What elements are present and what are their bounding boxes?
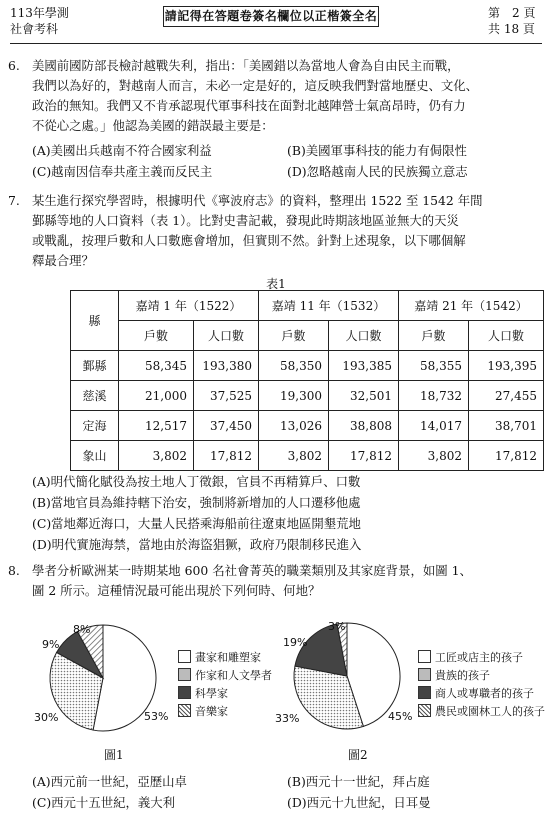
pie2-pct-peasants: 3% xyxy=(328,620,346,633)
option-b[interactable]: (B)西元十一世紀，拜占庭 xyxy=(287,774,430,789)
question-stem xyxy=(32,56,542,136)
option-a[interactable]: (A)西元前一世紀，亞歷山卓 xyxy=(32,774,187,789)
signature-banner: 請記得在答題卷簽名欄位以正楷簽全名 xyxy=(163,6,379,27)
table-cell: 17,812 xyxy=(329,441,399,471)
legend-swatch-dark xyxy=(418,686,431,699)
table-cell: 193,380 xyxy=(194,351,259,381)
option-c[interactable]: (C)西元十五世紀，義大利 xyxy=(32,795,176,810)
households-header: 戶數 xyxy=(259,321,329,351)
option-d[interactable]: (D)明代實施海禁，當地由於海盜猖獗，政府乃限制移民進入 xyxy=(32,537,362,552)
table-cell: 38,701 xyxy=(469,411,544,441)
table-cell: 12,517 xyxy=(119,411,194,441)
question-number: 6. xyxy=(8,58,20,73)
option-c[interactable]: (C)越南因信奉共產主義而反民主 xyxy=(32,164,213,179)
legend-item: 工匠或店主的孩子 xyxy=(418,650,523,665)
option-d[interactable]: (D)西元十九世紀，日耳曼 xyxy=(287,795,431,810)
county-cell: 象山 xyxy=(71,441,119,471)
table-cell: 58,355 xyxy=(399,351,469,381)
legend-swatch-white xyxy=(178,650,191,663)
pie1-pct-writers: 30% xyxy=(34,711,59,724)
legend-swatch-striped xyxy=(178,704,191,717)
table-cell: 3,802 xyxy=(119,441,194,471)
table-cell: 27,455 xyxy=(469,381,544,411)
table-cell: 19,300 xyxy=(259,381,329,411)
pie-chart-2 xyxy=(294,623,400,729)
stem-line: 美國前國防部長檢討越戰失利，指出：「美國錯以為當地人會為自由民主而戰， xyxy=(32,58,460,73)
legend-item: 貴族的孩子 xyxy=(418,668,490,683)
table-cell: 58,345 xyxy=(119,351,194,381)
header-rule xyxy=(10,43,542,44)
table-cell: 14,017 xyxy=(399,411,469,441)
county-cell: 慈溪 xyxy=(71,381,119,411)
pie-chart-1 xyxy=(50,625,156,731)
table-cell: 38,808 xyxy=(329,411,399,441)
period-header: 嘉靖 1 年（1522） xyxy=(119,291,259,321)
option-a[interactable]: (A)美國出兵越南不符合國家利益 xyxy=(32,143,212,158)
stem-line: 學者分析歐洲某一時期某地 600 名社會菁英的職業類別及其家庭背景，如圖 1、 xyxy=(32,563,472,578)
total-pages: 共 18 頁 xyxy=(488,22,535,36)
pie2-pct-nobles: 33% xyxy=(275,712,300,725)
table-row xyxy=(71,411,544,441)
stem-line: 鄞縣等地的人口資料（表 1）。比對史書記載，發現此時期該地區並無大的天災 xyxy=(32,213,459,228)
legend-item: 農民或園林工人的孩子 xyxy=(418,704,545,719)
table-cell: 17,812 xyxy=(194,441,259,471)
table-cell: 13,026 xyxy=(259,411,329,441)
option-c[interactable]: (C)當地鄰近海口，大量人民搭乘海船前往遼東地區開墾荒地 xyxy=(32,516,361,531)
table-row xyxy=(71,441,544,471)
question-number: 7. xyxy=(8,193,20,208)
table-corner: 縣 xyxy=(71,291,119,351)
legend-item: 商人或專職者的孩子 xyxy=(418,686,534,701)
stem-line: 某生進行探究學習時，根據明代《寧波府志》的資料，整理出 1522 至 1542 年間 xyxy=(32,193,483,208)
legend-item: 科學家 xyxy=(178,686,228,701)
legend-swatch-white xyxy=(418,650,431,663)
option-a[interactable]: (A)明代簡化賦役為按土地人丁徵銀，官員不再精算戶、口數 xyxy=(32,474,361,489)
option-b[interactable]: (B)當地官員為維持轄下治安，強制將新增加的人口遷移他處 xyxy=(32,495,361,510)
table-cell: 37,450 xyxy=(194,411,259,441)
table-cell: 193,385 xyxy=(329,351,399,381)
stem-line: 釋最合理？ xyxy=(32,253,94,268)
legend-item: 音樂家 xyxy=(178,704,228,719)
legend-swatch-dotted xyxy=(418,668,431,681)
stem-line: 圖 2 所示。這種情況最可能出現於下列何時、何地？ xyxy=(32,583,321,598)
pie2-pct-merchants: 19% xyxy=(283,636,308,649)
table-cell: 37,525 xyxy=(194,381,259,411)
table-cell: 3,802 xyxy=(399,441,469,471)
period-header: 嘉靖 11 年（1532） xyxy=(259,291,399,321)
subject-name: 社會考科 xyxy=(10,22,59,36)
exam-year: 113年學測 xyxy=(10,6,69,20)
population-header: 人口數 xyxy=(194,321,259,351)
option-b[interactable]: (B)美國軍事科技的能力有侷限性 xyxy=(287,143,467,158)
population-header: 人口數 xyxy=(329,321,399,351)
legend-swatch-dotted xyxy=(178,668,191,681)
period-header: 嘉靖 21 年（1542） xyxy=(399,291,544,321)
option-d[interactable]: (D)忽略越南人民的民族獨立意志 xyxy=(287,164,468,179)
stem-line: 我們以為好的，對越南人而言，未必一定是好的，這反映我們對當地歷史、文化、 xyxy=(32,78,479,93)
pie1-pct-music: 8% xyxy=(73,623,91,636)
stem-line: 或戰亂，按理戶數和人口數應會增加，但實則不然。針對上述現象，以下哪個解 xyxy=(32,233,466,248)
table-cell: 3,802 xyxy=(259,441,329,471)
table-row xyxy=(71,381,544,411)
table-caption: 表1 xyxy=(266,277,286,291)
pie2-pct-artisans: 45% xyxy=(388,710,413,723)
table-cell: 193,395 xyxy=(469,351,544,381)
question-number: 8. xyxy=(8,563,20,578)
households-header: 戶數 xyxy=(399,321,469,351)
legend-swatch-striped xyxy=(418,704,431,717)
question-stem xyxy=(32,191,542,271)
legend-item: 作家和人文學者 xyxy=(178,668,272,683)
stem-line: 政治的無知。我們又不肯承認現代軍事科技在面對北越陣營士氣高昂時，仍有力 xyxy=(32,98,466,113)
households-header: 戶數 xyxy=(119,321,194,351)
table-cell: 17,812 xyxy=(469,441,544,471)
table-cell: 21,000 xyxy=(119,381,194,411)
table-cell: 32,501 xyxy=(329,381,399,411)
pie1-pct-science: 9% xyxy=(42,638,60,651)
county-cell: 鄞縣 xyxy=(71,351,119,381)
population-table xyxy=(70,290,544,471)
table-row xyxy=(71,351,544,381)
table-cell: 18,732 xyxy=(399,381,469,411)
legend-item: 畫家和雕塑家 xyxy=(178,650,261,665)
stem-line: 不從心之處。」他認為美國的錯誤最主要是： xyxy=(32,118,274,133)
question-stem xyxy=(32,561,542,601)
population-header: 人口數 xyxy=(469,321,544,351)
legend-swatch-dark xyxy=(178,686,191,699)
county-cell: 定海 xyxy=(71,411,119,441)
page-number: 第 2 頁 xyxy=(488,6,536,20)
figure-2-caption: 圖2 xyxy=(348,748,368,762)
table-cell: 58,350 xyxy=(259,351,329,381)
pie1-pct-painters: 53% xyxy=(144,710,169,723)
figure-1-caption: 圖1 xyxy=(104,748,124,762)
